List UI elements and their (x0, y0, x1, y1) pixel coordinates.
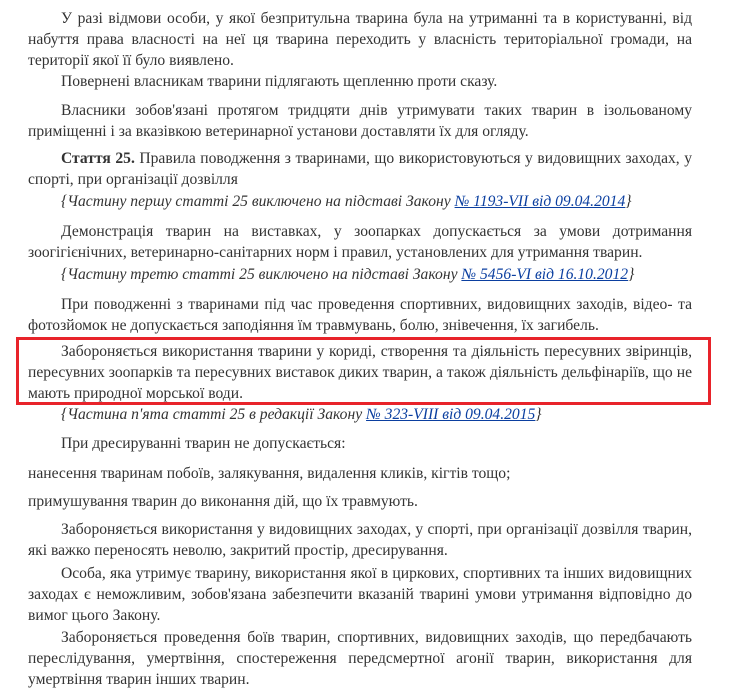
note-3-end: } (535, 406, 542, 423)
paragraph-ban-captivity: Забороняється використання у видовищних заходах, у спорті, при організації дозвілля тварин, які важко переносять неволю, закритий простір, дресирування. (28, 521, 692, 559)
note-2-link[interactable]: № 5456-VI від 16.10.2012 (461, 266, 629, 283)
paragraph-vaccination: Повернені власникам тварини підлягають щепленню проти сказу. (61, 73, 498, 90)
note-1-text: {Частину першу статті 25 виключено на підставі Закону (61, 193, 455, 210)
note-1-link[interactable]: № 1193-VII від 09.04.2014 (454, 193, 626, 210)
paragraph-ownership: У разі відмови особи, у якої безпритульна тварина була на утриманні та в користуванні, від набуття права власності на неї ця тварина переходить у власність територіальної громади, на території якої її було виявлено. (28, 10, 692, 69)
article-title: Правила поводження з тваринами, що використовуються у видовищних заходах, у спорті, при організації дозвілля (28, 150, 692, 188)
paragraph-keeper-duty: Особа, яка утримує тварину, використання якої в циркових, спортивних та інших видовищних заходах є неможливим, зобов'язана забезпечити вказаній тварині умови утримання відповідно до вимог цього Закону. (28, 565, 692, 624)
note-2-end: } (628, 266, 635, 283)
paragraph-training: При дресируванні тварин не допускається: (61, 435, 346, 452)
note-1 (28, 191, 692, 212)
article-25-heading (28, 148, 692, 190)
paragraph-sport-events: При поводженні з тваринами під час проведення спортивних, видовищних заходів, відео- та фотозйомок не допускається заподіяння їм травмувань, болю, знівечення, їх загибель. (28, 296, 692, 334)
paragraph-prohibition-highlighted: Забороняється використання тварини у кориді, створення та діяльність пересувних звіринців, пересувних зоопарків та пересувних виставок диких тварин, а також діяльність дельфінаріїв, що не мають природної морської води. (28, 343, 692, 402)
note-2-text: {Частину третю статті 25 виключено на підставі Закону (61, 266, 462, 283)
paragraph-training-item-2: примушування тварин до виконання дій, що їх травмують. (28, 493, 418, 510)
paragraph-exhibitions: Демонстрація тварин на виставках, у зоопарках допускається за умови дотримання зоогігієнічних, ветеринарно-санітарних норм і правил, установлених для утримання тварин. (28, 223, 692, 261)
note-2 (28, 264, 692, 285)
article-label: Стаття 25. (61, 150, 135, 167)
note-3-link[interactable]: № 323-VIII від 09.04.2015 (366, 406, 536, 423)
note-1-end: } (625, 193, 632, 210)
note-3 (28, 404, 692, 425)
paragraph-isolation: Власники зобов'язані протягом тридцяти днів утримувати таких тварин в ізольованому приміщенні і за вказівкою ветеринарної установи доставляти їх для огляду. (28, 102, 692, 140)
paragraph-training-item-1: нанесення тваринам побоїв, залякування, видалення кликів, кігтів тощо; (28, 465, 511, 482)
note-3-text: {Частина п'ята статті 25 в редакції Закону (61, 406, 367, 423)
paragraph-fights-ban: Забороняється проведення боїв тварин, спортивних, видовищних заходів, що передбачають переслідування, умертвіння, спостереження передсмертної агонії тварин, використання для умертвіння тварин інших тварин. (28, 629, 692, 688)
